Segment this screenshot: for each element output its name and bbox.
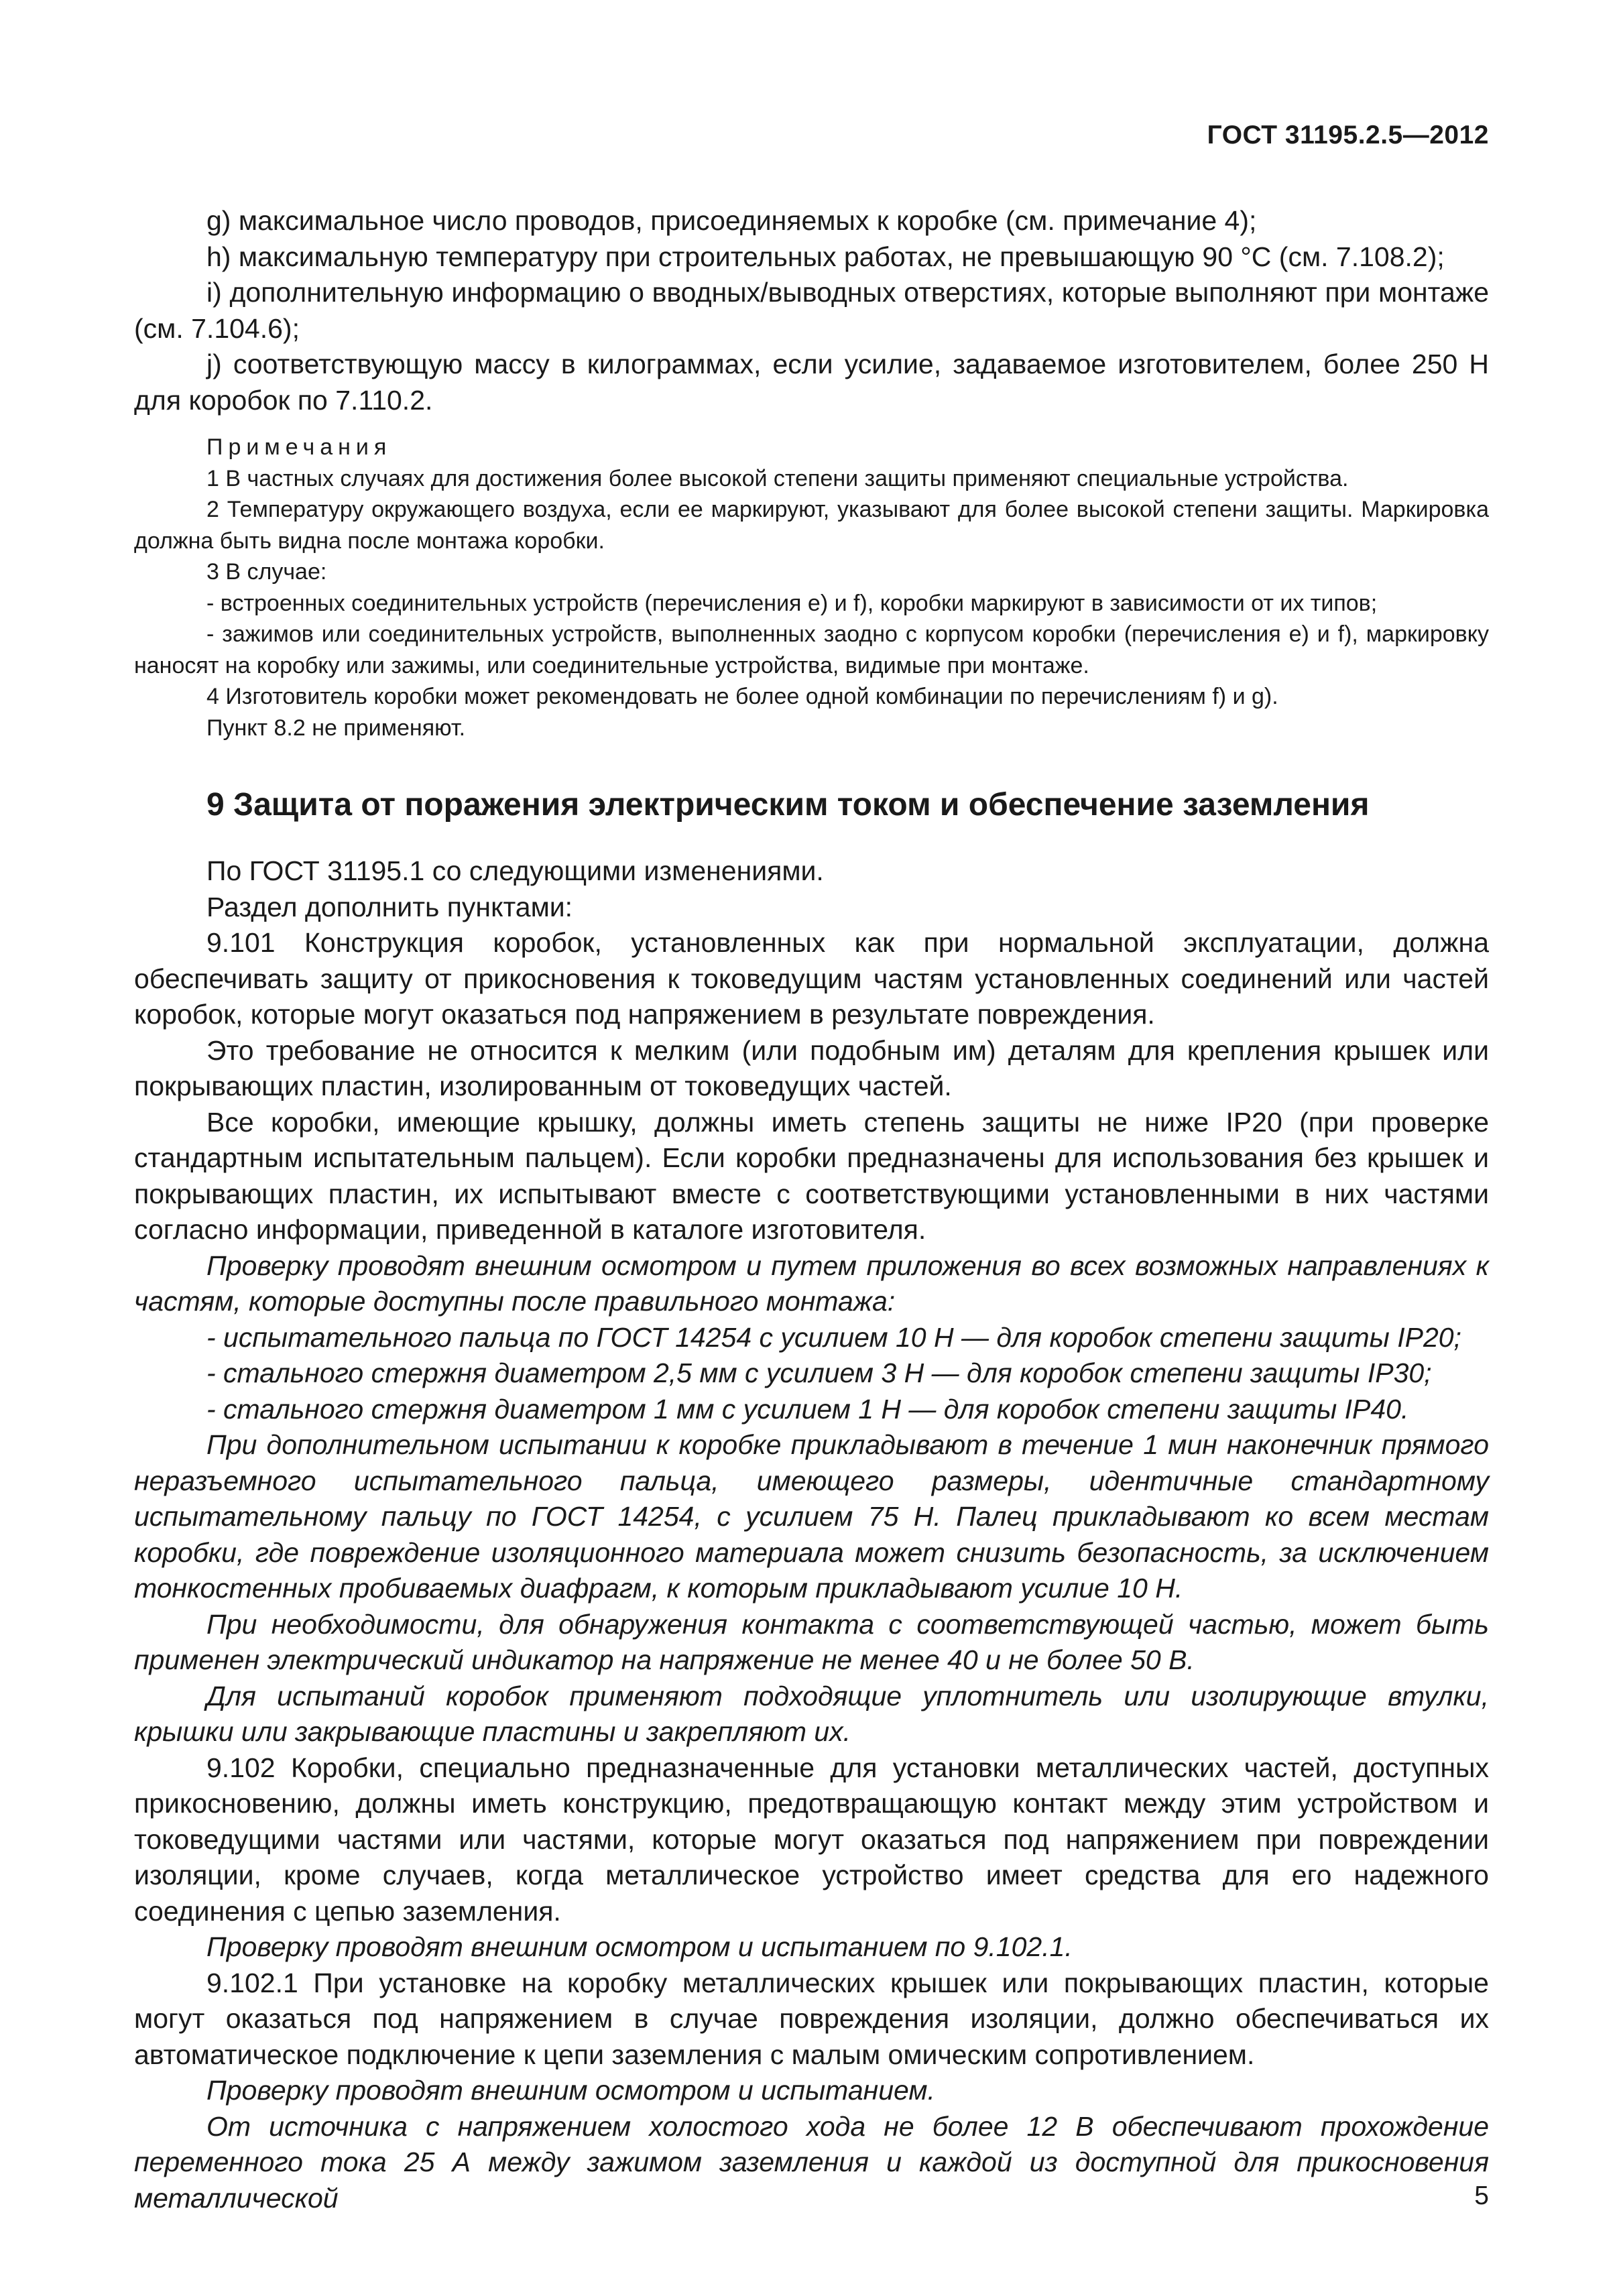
section-paragraph: Это требование не относится к мелким (или подобным им) деталям для крепления крышек или покрывающих пластин, изолированным от токоведущих частей. — [134, 1034, 1489, 1101]
note-item: 4 Изготовитель коробки может рекомендовать не более одной комбинации по перечислениям f) и g). — [206, 684, 1278, 709]
note-item: - зажимов или соединительных устройств, выполненных заодно с корпусом коробки (перечисления е) и f), маркировку наносят на коробку или зажимы, или соединительные устройства, видимые при монтаже. — [134, 621, 1489, 678]
document-code-header: ГОСТ 31195.2.5—2012 — [1207, 121, 1489, 149]
clause-9-101: 9.101 Конструкция коробок, установленных как при нормальной эксплуатации, должна обеспечивать защиту от прикосновения к токоведущим частям установленных соединений или частей коробок, которые могут оказаться под напряжением в результате повреждения. — [134, 927, 1489, 1030]
list-item-g: g) максимальное число проводов, присоединяемых к коробке (см. примечание 4); — [206, 205, 1257, 236]
check-list-item: - стального стержня диаметром 1 мм с усилием 1 Н — для коробок степени защиты IP40. — [206, 1393, 1409, 1425]
section-heading: 9 Защита от поражения электрическим током и обеспечение заземления — [206, 787, 1370, 823]
list-item-j: j) соответствующую массу в килограммах, если усилие, задаваемое изготовителем, более 250 Н для коробок по 7.110.2. — [134, 349, 1489, 416]
list-item-h: h) максимальную температуру при строительных работах, не превышающую 90 °C (см. 7.108.2); — [206, 241, 1445, 272]
note-item: 1 В частных случаях для достижения более высокой степени защиты применяют специальные устройства. — [206, 465, 1349, 491]
check-paragraph: Проверку проводят внешним осмотром и путем приложения во всех возможных направлениях к частям, которые доступны после правильного монтажа: — [134, 1250, 1489, 1317]
section-paragraph: Все коробки, имеющие крышку, должны иметь степень защиты не ниже IP20 (при проверке стандартным испытательным пальцем). Если коробки предназначены для использования без крышек и покрывающих пластин, их испытывают вместе с соответствующими установленными в них частями согласно информации, приведенной в каталоге изготовителя. — [134, 1106, 1489, 1245]
notes-title: Примечания — [206, 434, 392, 460]
section-paragraph: Раздел дополнить пунктами: — [206, 891, 573, 922]
check-paragraph: Для испытаний коробок применяют подходящие уплотнитель или изолирующие втулки, крышки или закрывающие пластины и закрепляют их. — [134, 1680, 1489, 1747]
section-paragraph: По ГОСТ 31195.1 со следующими изменениями. — [206, 855, 824, 886]
check-paragraph: При необходимости, для обнаружения контакта с соответствующей частью, может быть применен электрический индикатор на напряжение не менее 40 и не более 50 В. — [134, 1608, 1489, 1675]
check-list-item: - испытательного пальца по ГОСТ 14254 с усилием 10 Н — для коробок степени защиты IP20; — [206, 1321, 1461, 1353]
notes-block — [134, 432, 1489, 743]
list-item-i: i) дополнительную информацию о вводных/выводных отверстиях, которые выполняют при монтаже (см. 7.104.6); — [134, 277, 1489, 344]
note-item: 3 В случае: — [206, 559, 327, 585]
check-paragraph: Проверку проводят внешним осмотром и испытанием. — [206, 2075, 935, 2106]
check-paragraph: При дополнительном испытании к коробке прикладывают в течение 1 мин наконечник прямого неразъемного испытательного пальца, имеющего размеры, идентичные стандартному испытательному пальцу по ГОСТ 14254, с усилием 75 Н. Палец прикладывают ко всем местам коробки, где повреждение изоляционного материала может снизить безопасность, за исключением тонкостенных пробиваемых диафрагм, к которым прикладывают усилие 10 Н. — [134, 1429, 1489, 1604]
page-content — [134, 203, 1489, 2216]
clause-9-102-1: 9.102.1 При установке на коробку металлических крышек или покрывающих пластин, которые могут оказаться под напряжением в случае повреждения изоляции, должно обеспечиваться их автоматическое подключение к цепи заземления с малым омическим сопротивлением. — [134, 1967, 1489, 2070]
note-item: - встроенных соединительных устройств (перечисления е) и f), коробки маркируют в зависимости от их типов; — [206, 590, 1378, 616]
note-item: Пункт 8.2 не применяют. — [206, 715, 466, 741]
check-list-item: - стального стержня диаметром 2,5 мм с усилием 3 Н — для коробок степени защиты IP30; — [206, 1357, 1432, 1388]
note-item: 2 Температуру окружающего воздуха, если ее маркируют, указывают для более высокой степени защиты. Маркировка должна быть видна после монтажа коробки. — [134, 497, 1489, 554]
page-number: 5 — [1474, 2181, 1489, 2210]
clause-9-102: 9.102 Коробки, специально предназначенные для установки металлических частей, доступных прикосновению, должны иметь конструкцию, предотвращающую контакт между этим устройством и токоведущими частями или частями, которые могут оказаться под напряжением при повреждении изоляции, кроме случаев, когда металлическое устройство имеет средства для его надежного соединения с цепью заземления. — [134, 1752, 1489, 1927]
check-paragraph: Проверку проводят внешним осмотром и испытанием по 9.102.1. — [206, 1931, 1073, 1962]
check-paragraph: От источника с напряжением холостого хода не более 12 В обеспечивают прохождение переменного тока 25 А между зажимом заземления и каждой из доступной для прикосновения металлической — [134, 2110, 1489, 2214]
